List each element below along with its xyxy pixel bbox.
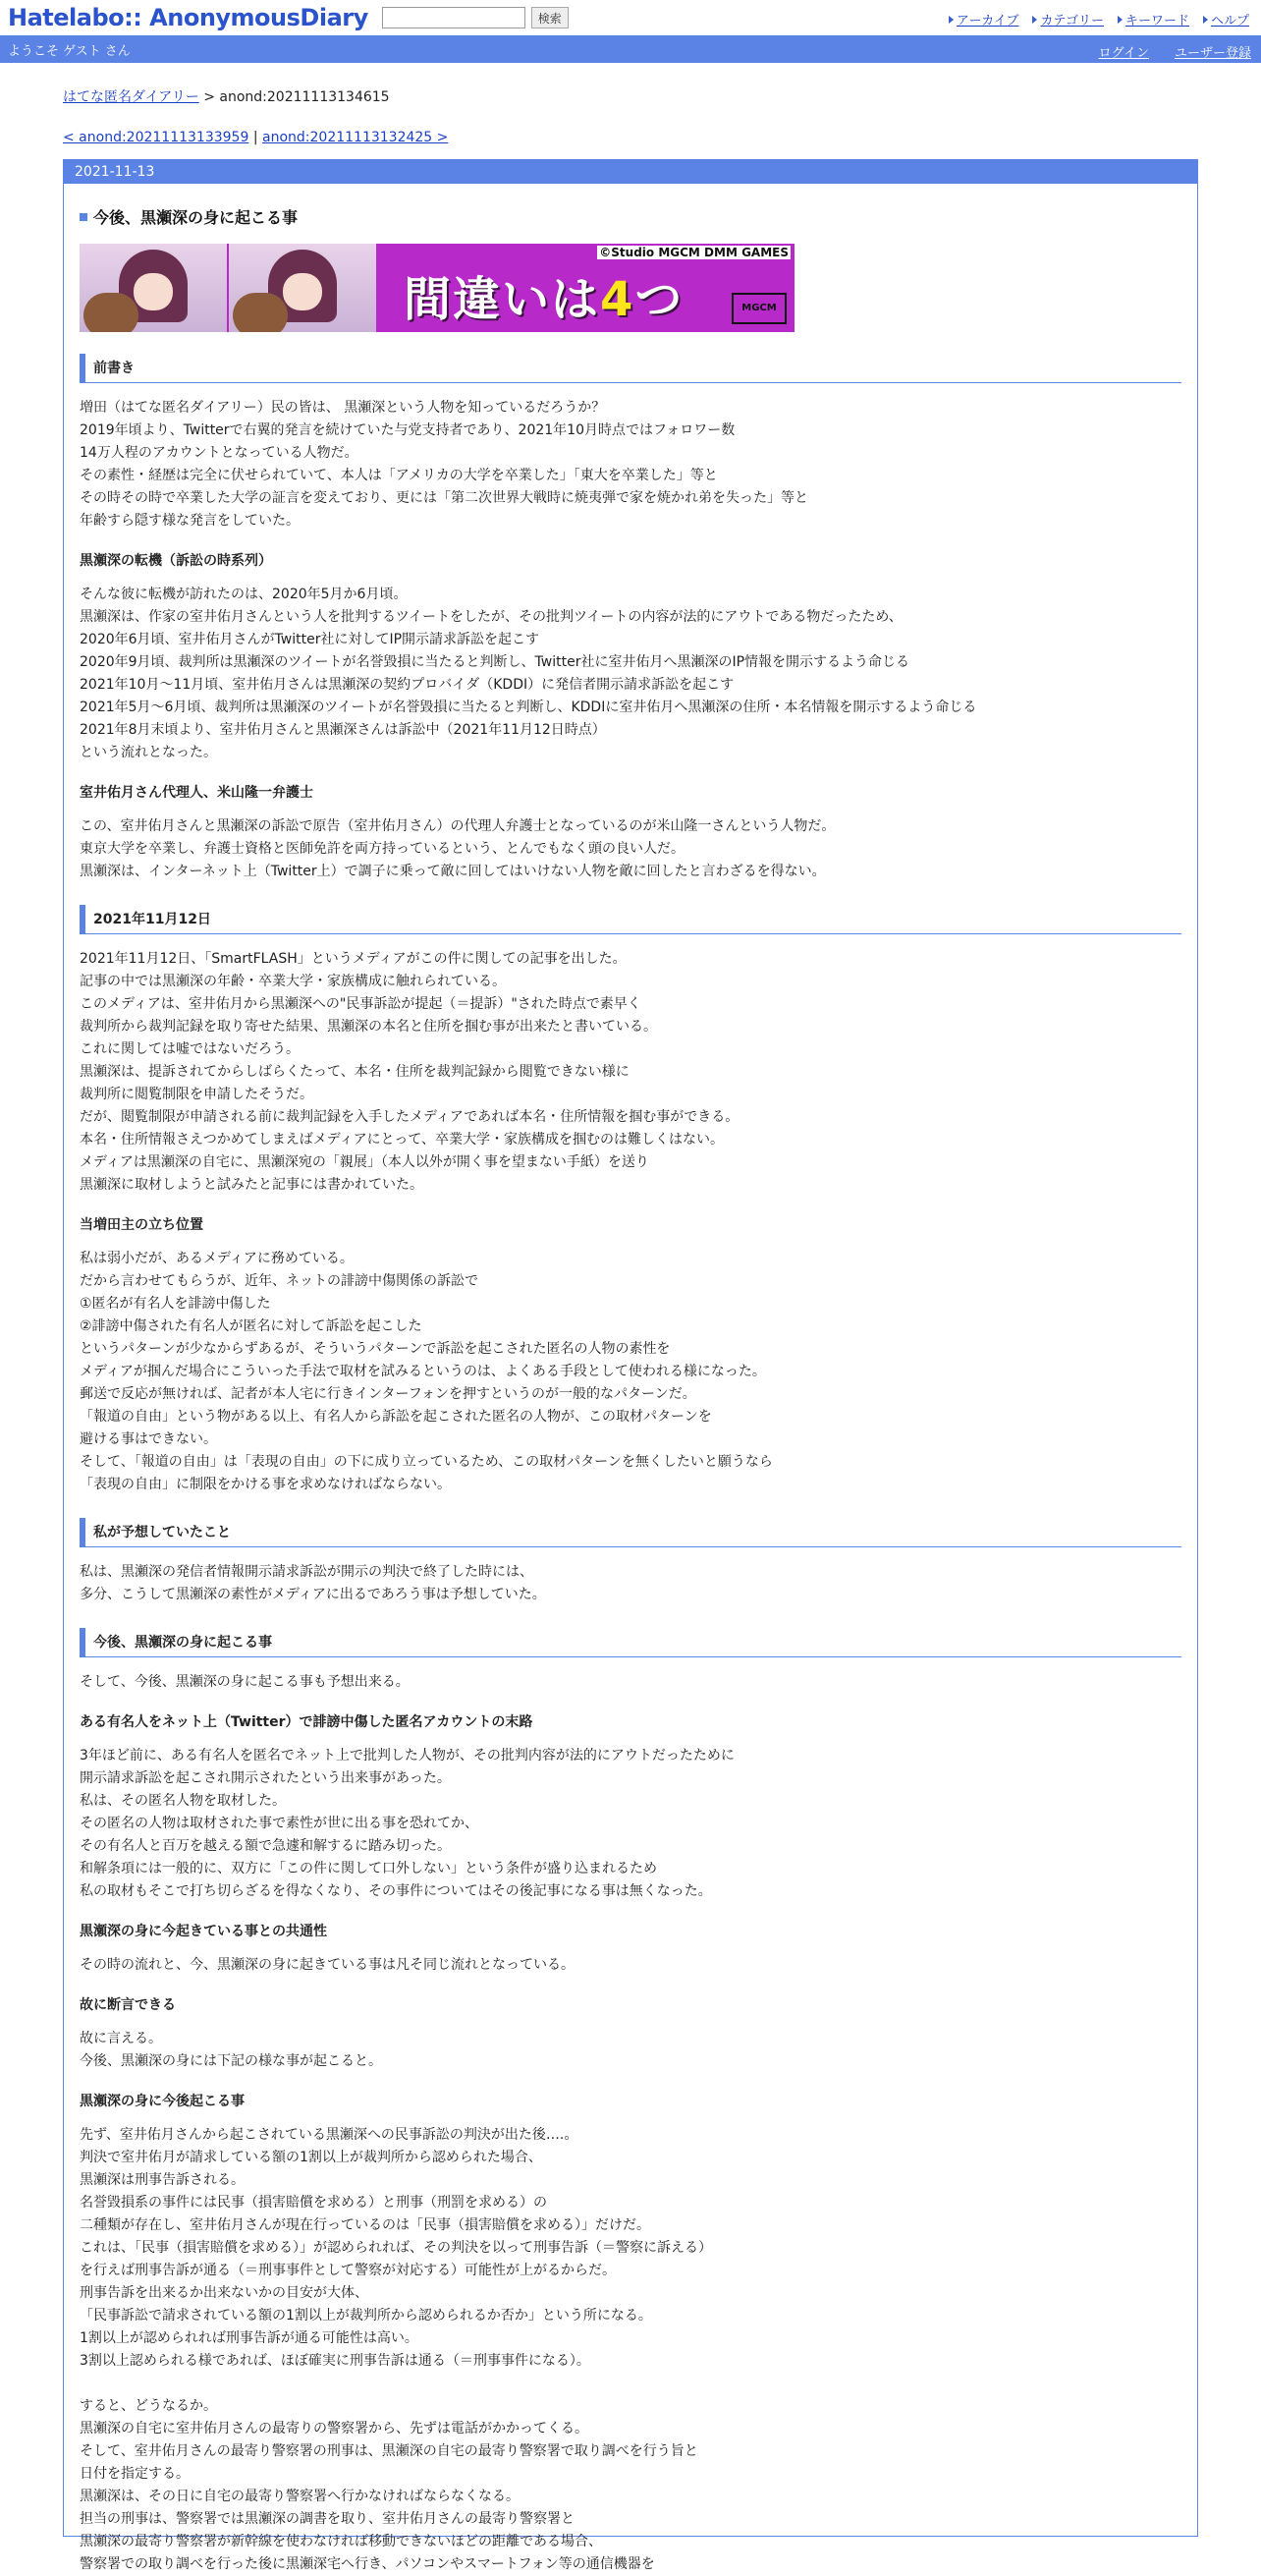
text-line: 1割以上が認められれば刑事告訴が通る可能性は高い。: [80, 2330, 418, 2346]
text-line: 黒瀬深の自宅に室井佑月さんの最寄りの警察署から、先ずは電話がかかってくる。: [80, 2421, 588, 2436]
text-line: 「報道の自由」という物がある以上、有名人から訴訟を起こされた匿名の人物が、この取材パターンを: [80, 1409, 712, 1425]
entry-body: [80, 354, 1181, 2576]
banner-headline: 間違いは4つ: [404, 272, 685, 327]
paragraph: [80, 2028, 1181, 2073]
section-heading: 私が予想していたこと: [80, 1518, 1181, 1547]
text-line: 先ず、室井佑月さんから起こされている黒瀬深への民事訴訟の判決が出た後….。: [80, 2127, 578, 2143]
text-line: その時の流れと、今、黒瀬深の身に起きている事は凡そ同じ流れとなっている。: [80, 1957, 575, 1973]
paragraph: [80, 584, 1181, 764]
entry-pager: [63, 130, 1261, 145]
top-header: [0, 0, 1261, 35]
square-bullet-icon: [80, 213, 87, 221]
register-link[interactable]: ユーザー登録: [1174, 46, 1251, 61]
text-line: 二種類が存在し、室井佑月さんが現在行っているのは「民事（損害賠償を求める）」だけだ。: [80, 2217, 650, 2233]
text-line: 裁判所から裁判記録を取り寄せた結果、黒瀬深の本名と住所を掴む事が出来たと書いている。: [80, 1019, 657, 1035]
subsection-heading: 黒瀬深の身に今後起こる事: [80, 2094, 245, 2109]
entry: [64, 184, 1197, 2576]
paragraph: [80, 1954, 1181, 1977]
text-line: 2020年9月頃、裁判所は黒瀬深のツイートが名誉毀損に当たると判断し、Twitter社に室井佑月へ黒瀬深のIP情報を開示するよう命じる: [80, 654, 910, 670]
text-line: 私の取材もそこで打ち切らざるを得なくなり、その事件についてはその後記事になる事は無くなった。: [80, 1883, 712, 1899]
prev-entry-link[interactable]: < anond:20211113133959: [63, 130, 249, 145]
text-line: その匿名の人物は取材された事で素性が世に出る事を恐れてか、: [80, 1816, 478, 1831]
text-line: というパターンが少なからずあるが、そういうパターンで訴訟を起こされた匿名の人物の素性を: [80, 1341, 671, 1357]
paragraph: [80, 1671, 1181, 1694]
next-entry-link[interactable]: anond:20211113132425 >: [262, 130, 449, 145]
paragraph: [80, 948, 1181, 1197]
text-line: [80, 2373, 1181, 2395]
text-line: 郵送で反応が無ければ、記者が本人宅に行きインターフォンを押すというのが一般的なパターンだ。: [80, 1386, 696, 1402]
section-heading: 今後、黒瀬深の身に起こる事: [80, 1628, 1181, 1657]
text-line: 避ける事はできない。: [80, 1431, 217, 1447]
text-line: そして、室井佑月さんの最寄り警察署の刑事は、黒瀬深の自宅の最寄り警察署で取り調べを行う旨と: [80, 2443, 698, 2459]
entry-title: [80, 205, 1181, 228]
subsection-heading: ある有名人をネット上（Twitter）で誹謗中傷した匿名アカウントの末路: [80, 1714, 533, 1730]
text-line: その有名人と百万を越える額で急遽和解するに踏み切った。: [80, 1838, 451, 1854]
text-line: 刑事告訴を出来るか出来ないかの目安が大体、: [80, 2285, 368, 2301]
paragraph: [80, 1561, 1181, 1606]
text-line: 裁判所に閲覧制限を申請したそうだ。: [80, 1087, 313, 1102]
triangle-icon: [1118, 16, 1123, 24]
paragraph: [80, 815, 1181, 883]
text-line: ②誹謗中傷された有名人が匿名に対して訴訟を起こした: [80, 1318, 422, 1334]
entry-title-text[interactable]: 今後、黒瀬深の身に起こる事: [93, 208, 299, 227]
text-line: 本名・住所情報さえつかめてしまえばメディアにとって、卒業大学・家族構成を掴むのは難しくはない。: [80, 1132, 725, 1148]
text-line: 3年ほど前に、ある有名人を匿名でネット上で批判した人物が、その批判内容が法的にアウトだったために: [80, 1748, 735, 1764]
text-line: という流れとなった。: [80, 745, 217, 760]
text-line: これは、「民事（損害賠償を求める）」が認められれば、その判決を以って刑事告訴（＝警察に訴える）: [80, 2240, 712, 2256]
text-line: 年齢すら隠す様な発言をしていた。: [80, 513, 300, 529]
text-line: 故に言える。: [80, 2031, 162, 2046]
text-line: 黒瀬深は、インターネット上（Twitter上）で調子に乗って敵に回してはいけない人物を敵に回したと言わざるを得ない。: [80, 864, 826, 879]
ad-banner[interactable]: [80, 244, 795, 332]
breadcrumb-separator: >: [203, 89, 215, 105]
text-line: そして、「報道の自由」は「表現の自由」の下に成り立っているため、この取材パターンを無くしたいと願うなら: [80, 1454, 773, 1470]
text-line: 黒瀬深は、その日に自宅の最寄り警察署へ行かなければならなくなる。: [80, 2489, 520, 2504]
subsection-heading: 黒瀬深の身に今起きている事との共通性: [80, 1924, 327, 1939]
text-line: その素性・経歴は完全に伏せられていて、本人は「アメリカの大学を卒業した」「東大を卒業した」等と: [80, 468, 718, 483]
text-line: このメディアは、室井佑月から黒瀬深への"民事訴訟が提起（＝提訴）"された時点で素早く: [80, 996, 641, 1012]
subsection-heading: 黒瀬深の転機（訴訟の時系列）: [80, 553, 272, 569]
nav-category[interactable]: カテゴリー: [1032, 10, 1103, 28]
text-line: 黒瀬深は刑事告訴される。: [80, 2172, 245, 2188]
text-line: 名誉毀損系の事件には民事（損害賠償を求める）と刑事（刑罰を求める）の: [80, 2195, 547, 2211]
text-line: 東京大学を卒業し、弁護士資格と医師免許を両方持っているという、とんでもなく頭の良い人だ。: [80, 841, 685, 857]
text-line: 和解条項には一般的に、双方に「この件に関して口外しない」という条件が盛り込まれるため: [80, 1861, 657, 1876]
banner-copyright: ©Studio MGCM DMM GAMES: [599, 246, 789, 259]
triangle-icon: [949, 16, 954, 24]
text-line: 黒瀬深は、提訴されてからしばらくたって、本名・住所を裁判記録から閲覧できない様に: [80, 1064, 630, 1080]
search-button[interactable]: 検索: [531, 7, 569, 28]
text-line: 2021年11月12日、「SmartFLASH」というメディアがこの件に関しての記事を出した。: [80, 951, 627, 967]
paragraph: [80, 2124, 1181, 2576]
text-line: この、室井佑月さんと黒瀬深の訴訟で原告（室井佑月さん）の代理人弁護士となっているのが米山隆一さんという人物だ。: [80, 818, 836, 834]
text-line: 黒瀬深は、作家の室井佑月さんという人を批判するツイートをしたが、その批判ツイートの内容が法的にアウトである物だったため、: [80, 609, 903, 625]
day-section: [63, 159, 1198, 2572]
breadcrumb: [63, 86, 1261, 106]
text-line: 3割以上認められる様であれば、ほぼ確実に刑事告訴は通る（＝刑事事件になる）。: [80, 2353, 590, 2369]
text-line: 黒瀬深に取材しようと試みたと記事には書かれていた。: [80, 1177, 423, 1193]
text-line: 記事の中では黒瀬深の年齢・卒業大学・家族構成に触れられている。: [80, 974, 506, 989]
breadcrumb-home-link[interactable]: はてな匿名ダイアリー: [63, 89, 199, 105]
text-line: 14万人程のアカウントとなっている人物だ。: [80, 445, 358, 461]
text-line: その時その時で卒業した大学の証言を変えており、更には「第二次世界大戦時に焼夷弾で家を焼かれ弟を失った」等と: [80, 490, 808, 506]
banner-character-panel: [229, 244, 376, 332]
nav-archive[interactable]: アーカイブ: [949, 10, 1019, 28]
text-line: メディアは黒瀬深の自宅に、黒瀬深宛の「親展」（本人以外が開く事を望まない手紙）を送り: [80, 1154, 649, 1170]
paragraph: [80, 397, 1181, 532]
pager-separator: |: [252, 130, 258, 145]
text-line: 「民事訴訟で請求されている額の1割以上が裁判所から認められるか否か」という所になる。: [80, 2308, 652, 2324]
text-line: 黒瀬深の最寄り警察署が新幹線を使わなければ移動できないほどの距離である場合、: [80, 2534, 602, 2549]
text-line: 私は、黒瀬深の発信者情報開示請求訴訟が開示の判決で終了した時には、: [80, 1564, 533, 1580]
text-line: メディアが掴んだ場合にこういった手法で取材を試みるというのは、よくある手段として使われる様になった。: [80, 1364, 766, 1379]
banner-game-logo: MGCM: [732, 293, 787, 324]
teddy-bear-icon: [233, 293, 288, 332]
teddy-bear-icon: [83, 293, 138, 332]
subsection-heading: 室井佑月さん代理人、米山隆一弁護士: [80, 785, 313, 801]
text-line: 警察署での取り調べを行った後に黒瀬深宅へ行き、パソコンやスマートフォン等の通信機器を: [80, 2556, 655, 2572]
paragraph: [80, 1248, 1181, 1496]
text-line: 2021年10月～11月頃、室井佑月さんは黒瀬深の契約プロバイダ（KDDI）に発信者開示請求訴訟を起こす: [80, 677, 735, 693]
text-line: 開示請求訴訟を起こされ開示されたという出来事があった。: [80, 1770, 451, 1786]
text-line: 判決で室井佑月が請求している額の1割以上が裁判所から認められた場合、: [80, 2150, 542, 2165]
text-line: 私は弱小だが、あるメディアに務めている。: [80, 1251, 354, 1266]
login-link[interactable]: ログイン: [1098, 46, 1149, 61]
text-line: だから言わせてもらうが、近年、ネットの誹謗中傷関係の訴訟で: [80, 1273, 478, 1289]
text-line: を行えば刑事告訴が通る（＝刑事事件として警察が対応する）可能性が上がるからだ。: [80, 2263, 616, 2278]
nav-help[interactable]: ヘルプ: [1203, 10, 1249, 28]
breadcrumb-current: anond:20211113134615: [219, 89, 390, 105]
site-logo[interactable]: Hatelabo:: AnonymousDiary: [8, 4, 368, 31]
banner-character-panel: [80, 244, 227, 332]
search-input[interactable]: [382, 7, 525, 28]
text-line: 2021年5月～6月頃、裁判所は黒瀬深のツイートが名誉毀損に当たると判断し、KDDIに室井佑月へ黒瀬深の住所・本名情報を開示するよう命じる: [80, 700, 977, 715]
top-nav: [949, 10, 1249, 28]
text-line: 増田（はてな匿名ダイアリー）民の皆は、 黒瀬深という人物を知っているだろうか？: [80, 400, 606, 416]
text-line: 2021年8月末頃より、室井佑月さんと黒瀬深さんは訴訟中（2021年11月12日時点）: [80, 722, 606, 738]
section-heading: 前書き: [80, 354, 1181, 383]
subsection-heading: 故に断言できる: [80, 1997, 176, 2013]
text-line: 私は、その匿名人物を取材した。: [80, 1793, 286, 1809]
nav-keyword[interactable]: キーワード: [1118, 10, 1189, 28]
section-heading: 2021年11月12日: [80, 905, 1181, 934]
text-line: そんな彼に転機が訪れたのは、2020年5月か6月頃。: [80, 587, 408, 602]
triangle-icon: [1032, 16, 1037, 24]
text-line: 多分、こうして黒瀬深の素性がメディアに出るであろう事は予想していた。: [80, 1587, 546, 1602]
text-line: 日付を指定する。: [80, 2466, 190, 2482]
text-line: そして、今後、黒瀬深の身に起こる事も予想出来る。: [80, 1674, 410, 1690]
subsection-heading: 当増田主の立ち位置: [80, 1217, 203, 1233]
text-line: 「表現の自由」に制限をかける事を求めなければならない。: [80, 1477, 451, 1492]
welcome-text: ようこそ ゲスト さん: [8, 43, 131, 59]
text-line: 2020年6月頃、室井佑月さんがTwitter社に対してIP開示請求訴訟を起こす: [80, 632, 540, 647]
text-line: 2019年頃より、Twitterで右翼的発言を続けていた与党支持者であり、2021年10月時点ではフォロワー数: [80, 422, 736, 438]
text-line: ①匿名が有名人を誹謗中傷した: [80, 1296, 271, 1312]
triangle-icon: [1203, 16, 1208, 24]
text-line: すると、どうなるか。: [80, 2398, 217, 2414]
text-line: 今後、黒瀬深の身には下記の様な事が起こると。: [80, 2053, 382, 2069]
day-date: 2021-11-13: [64, 160, 1197, 184]
text-line: 担当の刑事は、警察署では黒瀬深の調書を取り、室井佑月さんの最寄り警察署と: [80, 2511, 575, 2527]
paragraph: [80, 1745, 1181, 1903]
text-line: だが、閲覧制限が申請される前に裁判記録を入手したメディアであれば本名・住所情報を掴む事ができる。: [80, 1109, 740, 1125]
user-bar: [0, 35, 1261, 63]
text-line: これに関しては嘘ではないだろう。: [80, 1041, 300, 1057]
